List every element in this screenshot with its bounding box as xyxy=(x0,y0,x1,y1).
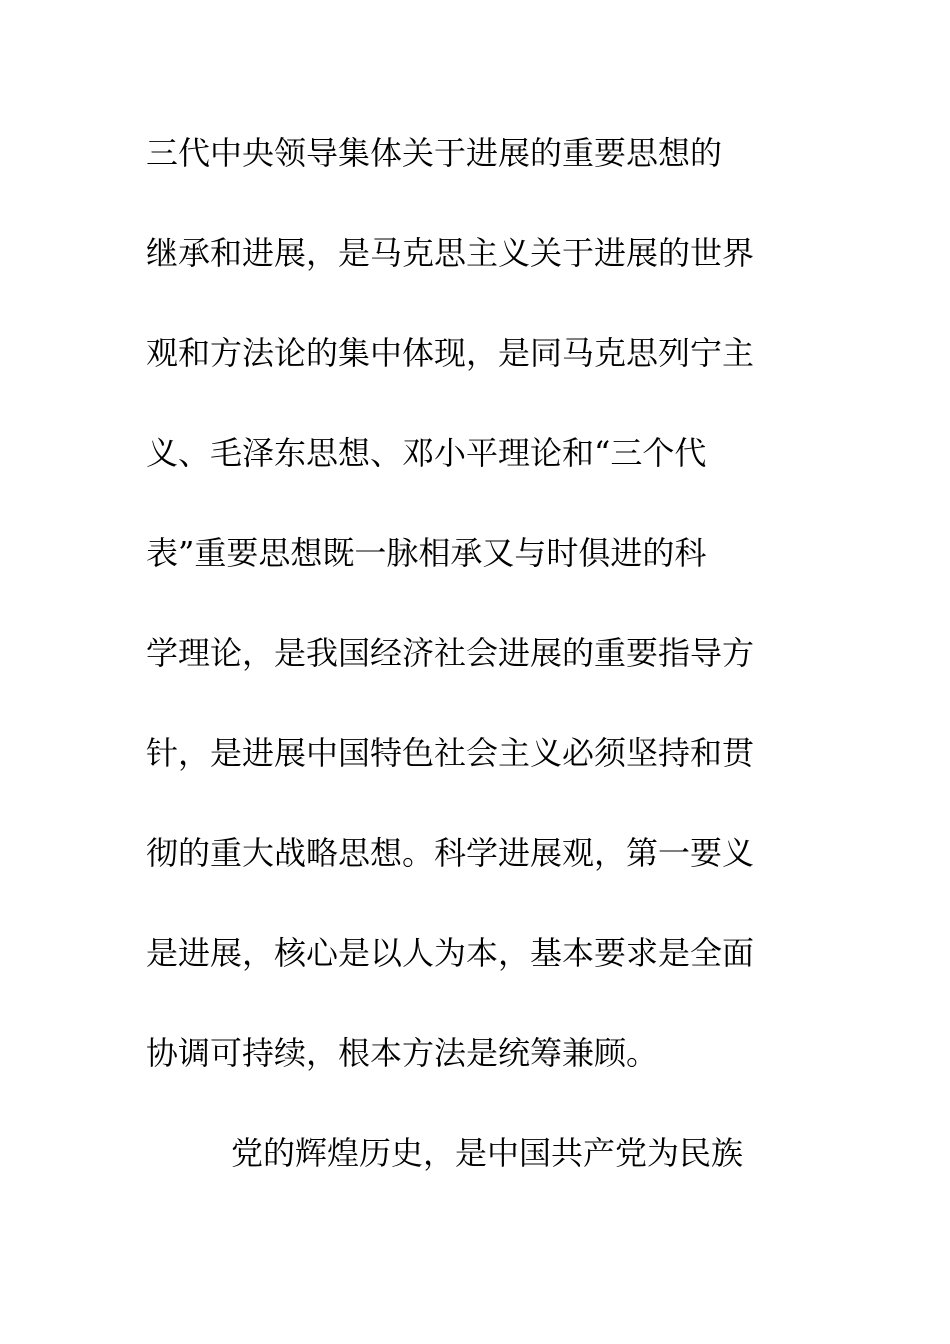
text-line: 是进展，核心是以人为本，基本要求是全面 xyxy=(146,934,755,972)
text-line: 彻的重大战略思想。科学进展观，第一要义 xyxy=(146,834,755,872)
text-line: 学理论，是我国经济社会进展的重要指导方 xyxy=(146,634,755,672)
text-line: 三代中央领导集体关于进展的重要思想的 xyxy=(146,134,723,172)
paragraph-start-line: 党的辉煌历史，是中国共产党为民族 xyxy=(231,1134,744,1172)
text-line: 继承和进展，是马克思主义关于进展的世界 xyxy=(146,234,755,272)
text-line: 协调可持续，根本方法是统筹兼顾。 xyxy=(146,1034,659,1072)
text-line: 观和方法论的集中体现，是同马克思列宁主 xyxy=(146,334,755,372)
text-line: 表”重要思想既一脉相承又与时俱进的科 xyxy=(146,534,707,572)
text-line: 针，是进展中国特色社会主义必须坚持和贯 xyxy=(146,734,755,772)
text-line: 义、毛泽东思想、邓小平理论和“三个代 xyxy=(146,434,707,472)
